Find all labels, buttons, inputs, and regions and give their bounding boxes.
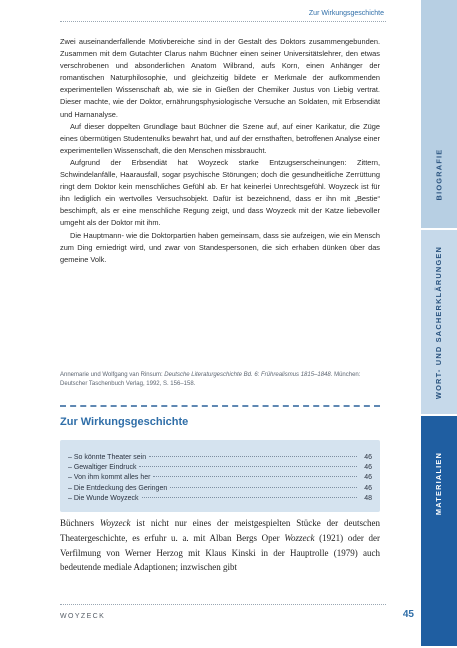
closing-paragraph bbox=[60, 516, 380, 575]
toc-item[interactable] bbox=[68, 495, 372, 505]
toc-leader bbox=[149, 456, 357, 457]
footer-divider bbox=[60, 604, 386, 605]
toc-label: – Die Entdeckung des Geringen bbox=[68, 484, 168, 492]
toc-item[interactable] bbox=[68, 474, 372, 484]
toc-page: 46 bbox=[364, 474, 372, 482]
toc-label: – Gewaltiger Eindruck bbox=[68, 464, 137, 472]
toc-page: 46 bbox=[364, 454, 372, 461]
closing-text-part: (1921) oder der Verfilmung von Werner Herzog mit Klaus Kinski in der Hauptrolle (1979) auch bedeutende mediale Adaptionen; inzwischen gibt bbox=[60, 532, 380, 573]
toc-page: 46 bbox=[364, 464, 372, 472]
body-text bbox=[60, 36, 380, 266]
toc-leader bbox=[142, 497, 357, 498]
citation-work: Deutsche Literaturgeschichte Bd. 6: Frührealismus 1815–1848. bbox=[164, 372, 333, 378]
section-heading: Zur Wirkungsgeschichte bbox=[60, 416, 189, 428]
citation-authors: Annemarie und Wolfgang van Rinsum: bbox=[60, 372, 163, 378]
work-title: Wozzeck bbox=[284, 532, 315, 543]
closing-text-part: Büchners bbox=[60, 518, 100, 528]
citation-publisher: München: Deutscher Taschenbuch Verlag, 1992, S. 156–158. bbox=[60, 372, 361, 387]
toc-label: – Die Wunde Woyzeck bbox=[68, 494, 139, 502]
work-title: Woyzeck bbox=[99, 518, 131, 528]
running-head: Zur Wirkungsgeschichte bbox=[308, 10, 384, 17]
page-number: 45 bbox=[402, 609, 414, 620]
tab-wort-und-sacherklaerungen[interactable] bbox=[421, 230, 457, 416]
toc-label: – Von ihm kommt alles her bbox=[68, 474, 151, 482]
toc-list bbox=[68, 454, 372, 505]
paragraph: Aufgrund der Erbsendiät hat Woyzeck starke Entzugserscheinungen: Zittern, Schwindelanfälle, Haarausfall, sogar psychische Störungen; doch die gesundheitliche Zerrüttung ringt dem Doktor kein menschliches Gefühl ab. Er hat keinerlei Unrechtsgefühl. Woyzeck ist für ihn lediglich ein wertvolles Versuchsobjekt. Dafür ist bezeichnend, dass er ihn mit „Bestie“ beschimpft, als er eine menschliche Regung zeigt, und dass Woyzeck mit der Katze liebevoller umgeht als der Doktor mit ihm. bbox=[60, 157, 380, 228]
footer-title: WOYZECK bbox=[60, 613, 106, 620]
toc-page: 48 bbox=[364, 494, 372, 502]
paragraph: Auf dieser doppelten Grundlage baut Büchner die Szene auf, auf einer Karikatur, die Züge eines übermütigen Studentenulks bewahrt hat, und auf der ernsthaften, betroffenen Analyse einer experimentellen Wissenschaft, die den Menschen missbraucht. bbox=[60, 121, 380, 155]
source-citation bbox=[60, 371, 380, 389]
toc-page: 46 bbox=[364, 484, 372, 492]
sidebar-tabs bbox=[421, 0, 457, 648]
tab-biografie[interactable] bbox=[421, 0, 457, 230]
closing-text-part: ist nicht nur eines der meistgespielten Stücke der deutschen Theatergeschichte, es erfuhr u. a. mit Alban Bergs Oper bbox=[60, 518, 380, 543]
tab-label: WORT- UND SACHERKLÄRUNGEN bbox=[434, 245, 444, 399]
toc-item[interactable] bbox=[68, 454, 372, 464]
toc-leader bbox=[139, 466, 357, 467]
header-divider bbox=[60, 21, 386, 22]
tab-label: MATERIALIEN bbox=[434, 451, 444, 515]
toc-box bbox=[60, 440, 380, 512]
paragraph: Die Hauptmann- wie die Doktorpartien haben gemeinsam, dass sie aufzeigen, wie ein Mensch zum Ding erniedrigt wird, und zwar von Standespersonen, die sich erhaben dünken über das gemeine Volk. bbox=[60, 230, 380, 264]
tab-materialien[interactable] bbox=[421, 416, 457, 648]
paragraph: Zwei auseinanderfallende Motivbereiche sind in der Gestalt des Doktors zusammengebunden. Zusammen mit dem Gutachter Clarus nahm Büchner einen seiner Universitätslehrer, den etwas verschrobenen und absonderlichen Anatom Wilbrand, aufs Korn, einen Anhänger der romantischen Naturphilosophie, und gleichzeitig bildete er Merkmale der aufkommenden experimentellen Wissenschaft ab, wie sie in Gießen der Chemiker Justus von Liebig vertrat. Dieser machte, wie der Doktor, ernährungsphysiologische Versuche an Soldaten, mit Erbsendiät und Harnanalyse. bbox=[60, 37, 380, 119]
toc-leader bbox=[153, 476, 357, 477]
tab-label: BIOGRAFIE bbox=[434, 148, 444, 200]
toc-label: – So könnte Theater sein bbox=[68, 454, 147, 461]
toc-item[interactable] bbox=[68, 485, 372, 495]
toc-item[interactable] bbox=[68, 464, 372, 474]
section-divider bbox=[60, 405, 380, 407]
toc-leader bbox=[170, 487, 357, 488]
